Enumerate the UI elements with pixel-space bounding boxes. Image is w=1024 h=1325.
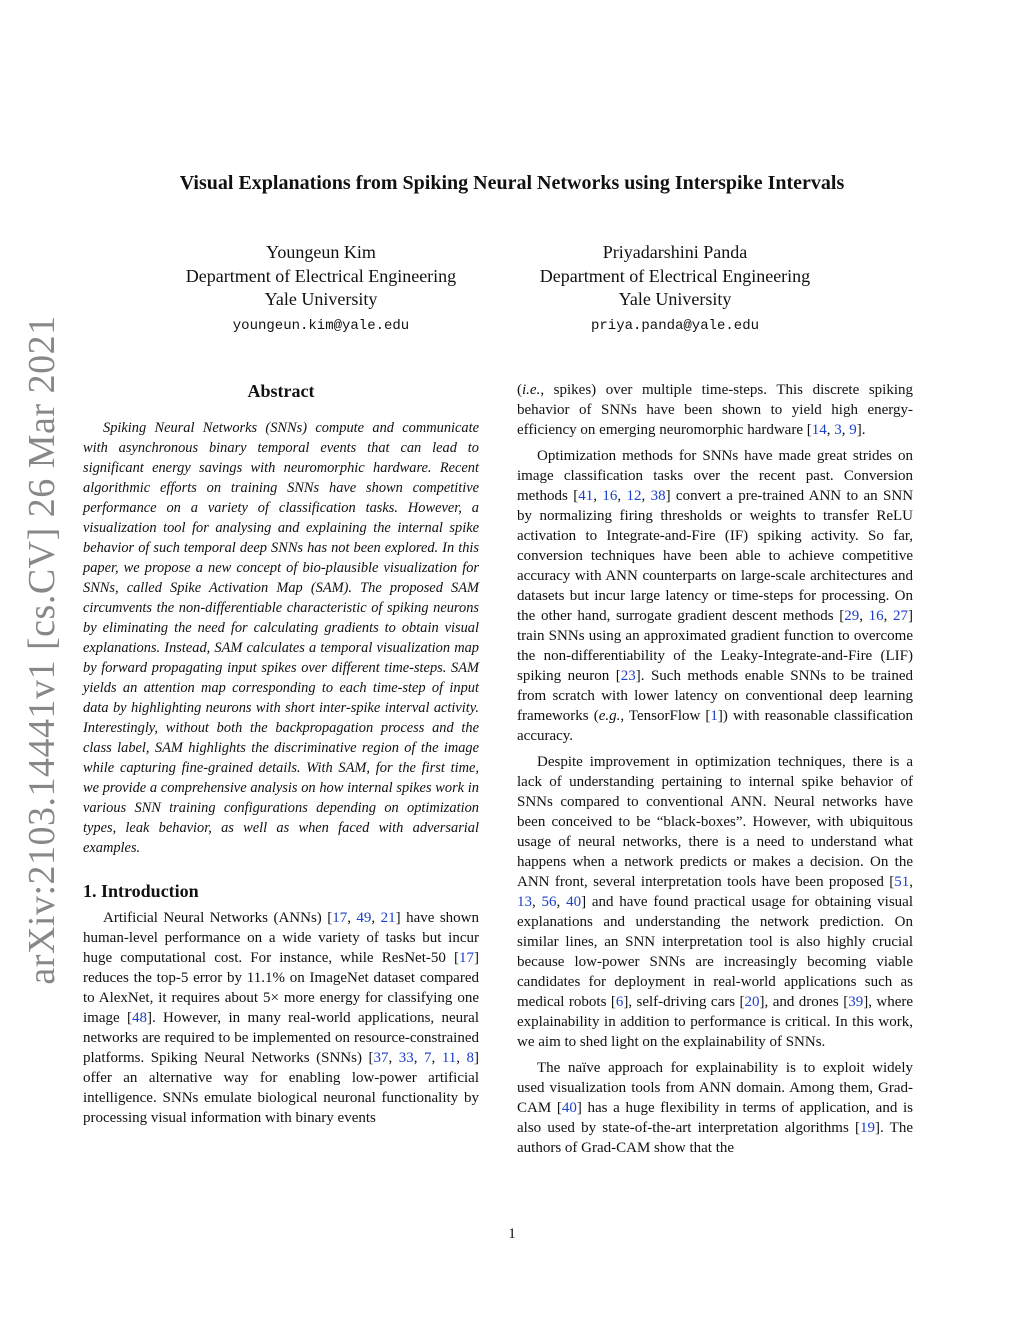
text-run: ]. Such methods enable SNNs to be trained from scratch with lower latency on conventional deep learning frameworks ( xyxy=(517,668,914,724)
citation-link[interactable]: 38 xyxy=(650,488,666,504)
citation-link[interactable]: 8 xyxy=(466,1050,475,1066)
citation-link[interactable]: 14 xyxy=(811,422,827,438)
section-heading-introduction: 1. Introduction xyxy=(83,881,199,901)
paper-title: Visual Explanations from Spiking Neural Networks using Interspike Intervals xyxy=(179,172,845,194)
text-run: The naïve approach for explainability is to exploit widely used visualization tools from ANN domain. Among them, Grad-CAM [ xyxy=(517,1060,913,1116)
text-run: ]. However, in many real-world applications, neural networks are required to be implemented on resource-constrained platforms. Spiking Neural Networks (SNNs) [ xyxy=(83,1010,479,1066)
citation-link[interactable]: 16 xyxy=(602,488,618,504)
citation-link[interactable]: 56 xyxy=(541,894,557,910)
author-email: youngeun.kim@yale.edu xyxy=(232,317,410,334)
text-run: , xyxy=(826,422,835,438)
abstract-heading: Abstract xyxy=(247,381,315,401)
text-run: ] and have found practical usage for obtaining visual explanations and understanding the network prediction. On similar lines, an SNN interpretation tool is also highly crucial because low-power SNNs are increasingly becoming viable candidates for deployment in real-world applications such as medical robots [ xyxy=(517,894,914,1010)
text-run: ]. xyxy=(856,422,866,438)
citation-link[interactable]: 16 xyxy=(868,608,884,624)
arxiv-identifier: arXiv:2103.14441v1 [cs.CV] 26 Mar 2021 xyxy=(21,315,63,985)
italic-text: e.g. xyxy=(598,708,621,724)
left-column xyxy=(83,380,479,1128)
citation-link[interactable]: 40 xyxy=(566,894,582,910)
citation-link[interactable]: 33 xyxy=(398,1050,414,1066)
text-run: , xyxy=(456,1050,467,1066)
citation-link[interactable]: 17 xyxy=(332,910,348,926)
text-run: ], self-driving cars [ xyxy=(623,994,745,1010)
text-run: , xyxy=(347,910,357,926)
text-run: ], and drones [ xyxy=(759,994,849,1010)
text-run: , TensorFlow [ xyxy=(620,708,711,724)
citation-link[interactable]: 49 xyxy=(356,910,372,926)
citation-link[interactable]: 23 xyxy=(620,668,636,684)
citation-link[interactable]: 3 xyxy=(834,422,842,438)
text-run: ], where explainability in addition to performance is critical. In this work, we aim to shed light on the explainability of SNNs. xyxy=(517,994,914,1050)
author-department: Department of Electrical Engineering xyxy=(539,265,811,286)
citation-link[interactable]: 37 xyxy=(373,1050,389,1066)
citation-link[interactable]: 11 xyxy=(441,1050,457,1066)
text-run: , xyxy=(431,1050,442,1066)
citation-link[interactable]: 40 xyxy=(561,1100,577,1116)
text-run: , xyxy=(556,894,567,910)
author-block-1 xyxy=(151,241,491,336)
citation-link[interactable]: 7 xyxy=(424,1050,432,1066)
citation-link[interactable]: 20 xyxy=(744,994,760,1010)
intro-paragraph-1 xyxy=(83,908,479,1128)
text-run: , xyxy=(388,1050,399,1066)
author-block-2 xyxy=(505,241,845,336)
author-university: Yale University xyxy=(264,289,378,309)
text-run: , xyxy=(841,422,850,438)
arxiv-side-stamp xyxy=(12,315,72,985)
right-paragraph-1 xyxy=(517,380,913,440)
text-run: , xyxy=(883,608,894,624)
citation-link[interactable]: 19 xyxy=(860,1120,875,1136)
author-university: Yale University xyxy=(618,289,732,309)
text-run: , xyxy=(371,910,381,926)
citation-link[interactable]: 9 xyxy=(849,422,857,438)
citation-link[interactable]: 48 xyxy=(131,1010,147,1026)
text-run: , xyxy=(532,894,542,910)
citation-link[interactable]: 13 xyxy=(517,894,532,910)
page-number: 1 xyxy=(508,1226,516,1242)
citation-link[interactable]: 1 xyxy=(710,708,718,724)
right-column xyxy=(517,380,913,1158)
citation-link[interactable]: 41 xyxy=(578,488,594,504)
author-name: Youngeun Kim xyxy=(266,242,376,262)
right-paragraph-3 xyxy=(517,752,913,1052)
text-run: ] have shown human-level performance on a wide variety of tasks but incur huge computational cost. For instance, while ResNet-50 [ xyxy=(83,910,479,966)
right-paragraph-4 xyxy=(517,1058,913,1158)
text-run: , xyxy=(617,488,627,504)
text-run: ] offer an alternative way for enabling low-power artificial intelligence. SNNs emulate biological neuronal functionality by processing visual information with binary events xyxy=(83,1050,480,1126)
text-run: ]) with reasonable classification accuracy. xyxy=(517,708,913,744)
author-name: Priyadarshini Panda xyxy=(602,242,748,262)
text-run: Optimization methods for SNNs have made great strides on image classification tasks over the recent past. Conversion methods [ xyxy=(517,448,913,504)
author-department: Department of Electrical Engineering xyxy=(185,265,457,286)
author-email: priya.panda@yale.edu xyxy=(590,317,760,334)
text-run: ] train SNNs using an approximated gradient function to overcome the non-differentiability of the Leaky-Integrate-and-Fire (LIF) spiking neuron [ xyxy=(517,608,914,684)
text-run: Despite improvement in optimization techniques, there is a lack of understanding pertaining to internal spike behavior of SNNs compared to conventional ANN. Neural networks have been conceived to be “black-boxes”. However, with ubiquitous usage of neural networks, there is a need to understand what happens when a network predicts or makes a decision. On the ANN front, several interpretation tools have been proposed [ xyxy=(517,754,913,890)
italic-text: i.e. xyxy=(522,382,541,398)
text-run: , xyxy=(859,608,869,624)
citation-link[interactable]: 21 xyxy=(380,910,396,926)
citation-link[interactable]: 6 xyxy=(615,994,624,1010)
citation-link[interactable]: 39 xyxy=(848,994,864,1010)
right-paragraph-2 xyxy=(517,446,913,746)
text-run: ] has a huge flexibility in terms of application, and is also used by state-of-the-art interpretation algorithms [ xyxy=(517,1100,913,1136)
text-run: , xyxy=(641,488,651,504)
text-run: Artificial Neural Networks (ANNs) [ xyxy=(103,910,333,926)
citation-link[interactable]: 17 xyxy=(459,950,474,966)
citation-link[interactable]: 29 xyxy=(844,608,860,624)
text-run: ( xyxy=(517,382,522,398)
text-run: , xyxy=(593,488,603,504)
text-run: ]. The authors of Grad-CAM show that the xyxy=(517,1120,914,1156)
text-run: , xyxy=(413,1050,425,1066)
text-run: ] convert a pre-trained ANN to an SNN by normalizing firing thresholds or weights to transfer ReLU activation to Integrate-and-Fire (IF) spiking activity. So far, conversion techniques have been able to achieve competitive accuracy with ANN counterparts on large-scale architectures and datasets but incur large latency or time-steps for processing. On the other hand, surrogate gradient descent methods [ xyxy=(517,488,914,624)
citation-link[interactable]: 27 xyxy=(893,608,909,624)
text-run: , xyxy=(909,874,913,890)
citation-link[interactable]: 51 xyxy=(894,874,910,890)
text-run: , spikes) over multiple time-steps. This discrete spiking behavior of SNNs have been shown to yield high energy-efficiency on emerging neuromorphic hardware [ xyxy=(517,382,913,438)
citation-link[interactable]: 12 xyxy=(626,488,642,504)
text-run: ] reduces the top-5 error by 11.1% on ImageNet dataset compared to AlexNet, it requires about 5× more energy for classifying one image [ xyxy=(83,950,479,1026)
abstract-body: Spiking Neural Networks (SNNs) compute and communicate with asynchronous binary temporal events that can lead to significant energy savings with neuromorphic hardware. Recent algorithmic efforts on training SNNs have shown competitive performance on a variety of classification tasks. However, a visualization tool for analysing and explaining the internal spike behavior of such temporal deep SNNs has not been explored. In this paper, we propose a new concept of bio-plausible visualization for SNNs, called Spike Activation Map (SAM). The proposed SAM circumvents the non-differentiable characteristic of spiking neurons by eliminating the need for calculating gradients to obtain visual explanations. Instead, SAM calculates a temporal visualization map by forward propagating input spikes over different time-steps. SAM yields an attention map corresponding to each time-step of input data by highlighting neurons with short inter-spike interval activity. Interestingly, without both the backpropagation process and the class label, SAM highlights the discriminative region of the image while capturing fine-grained details. With SAM, for the first time, we provide a comprehensive analysis on how internal spikes work in various SNN training configurations depending on optimization types, leak behavior, as well as when faced with adversarial examples. xyxy=(83,420,479,856)
